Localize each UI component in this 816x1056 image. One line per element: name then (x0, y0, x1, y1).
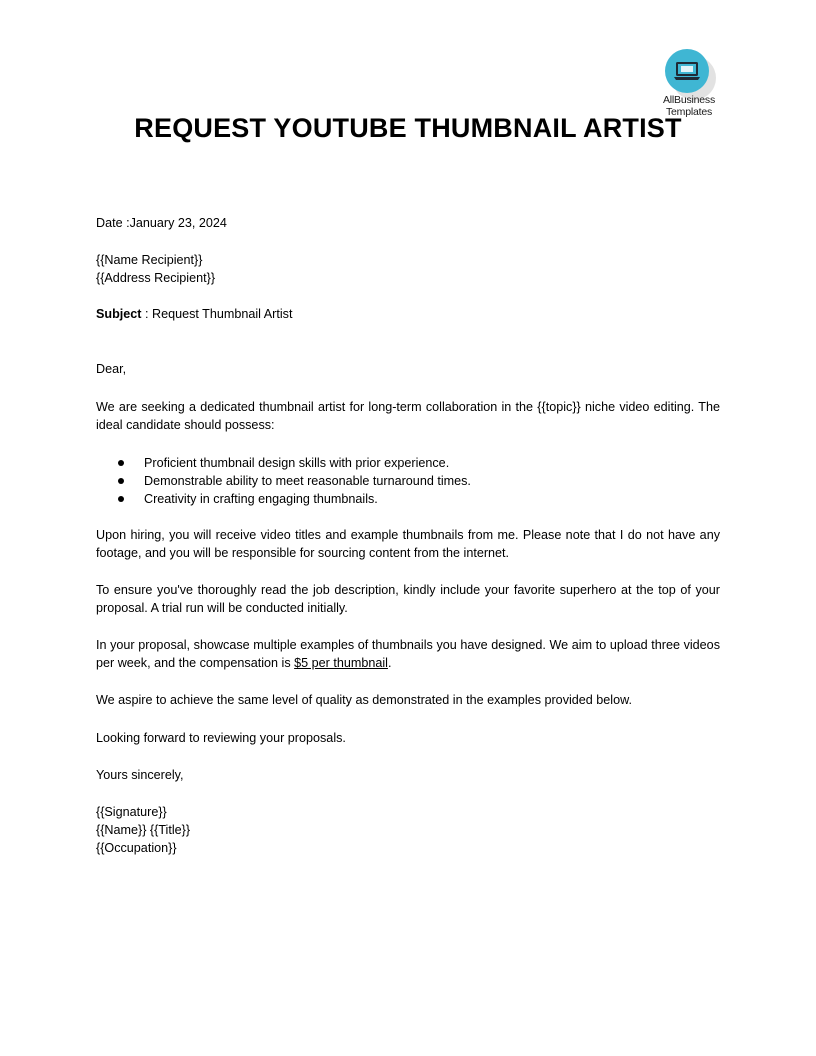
bullet-icon (118, 460, 124, 466)
signoff: Yours sincerely, (96, 768, 184, 782)
list-item-text: Creativity in crafting engaging thumbnails. (144, 492, 378, 506)
signature-placeholder: {{Signature}} (96, 805, 167, 819)
examples-paragraph (96, 636, 720, 672)
greeting: Dear, (96, 362, 127, 376)
examples-text: In your proposal, showcase multiple examples of thumbnails you have designed. We aim to upload three videos per week, and the compensation is (96, 638, 720, 670)
subject-line (96, 305, 292, 323)
allbusiness-templates-logo (652, 48, 726, 120)
list-item-text: Proficient thumbnail design skills with prior experience. (144, 456, 450, 470)
list-item-text: Demonstrable ability to meet reasonable turnaround times. (144, 474, 471, 488)
bullet-icon (118, 478, 124, 484)
name-title-placeholder: {{Name}} {{Title}} (96, 823, 191, 837)
laptop-icon (673, 60, 701, 82)
hiring-paragraph: Upon hiring, you will receive video titles and example thumbnails from me. Please note that I do not have any footage, and you will be responsible for sourcing content from the internet. (96, 528, 720, 560)
requirements-list (96, 454, 720, 508)
list-item (96, 490, 720, 508)
bullet-icon (118, 496, 124, 502)
subject-value: Request Thumbnail Artist (152, 307, 293, 321)
compensation-rate: $5 per thumbnail (294, 656, 388, 670)
list-item (96, 472, 720, 490)
occupation-placeholder: {{Occupation}} (96, 841, 177, 855)
document-title: REQUEST YOUTUBE THUMBNAIL ARTIST (134, 113, 682, 143)
logo-line-1: AllBusiness (662, 94, 716, 106)
logo-line-2: Templates (665, 106, 713, 118)
closing-paragraph: Looking forward to reviewing your proposals. (96, 731, 346, 745)
recipient-name: {{Name Recipient}} (96, 253, 203, 267)
date-line: Date :January 23, 2024 (96, 216, 227, 230)
subject-label: Subject (96, 307, 142, 321)
examples-end: . (387, 656, 392, 670)
proposal-check-paragraph: To ensure you've thoroughly read the job description, kindly include your favorite superhero at the top of your proposal. A trial run will be conducted initially. (96, 583, 720, 615)
subject-separator: : (141, 307, 152, 321)
recipient-address: {{Address Recipient}} (96, 271, 216, 285)
list-item (96, 454, 720, 472)
quality-paragraph: We aspire to achieve the same level of quality as demonstrated in the examples provided below. (96, 693, 633, 707)
intro-paragraph: We are seeking a dedicated thumbnail artist for long-term collaboration in the {{topic}} niche video editing. The ideal candidate should possess: (96, 400, 720, 432)
